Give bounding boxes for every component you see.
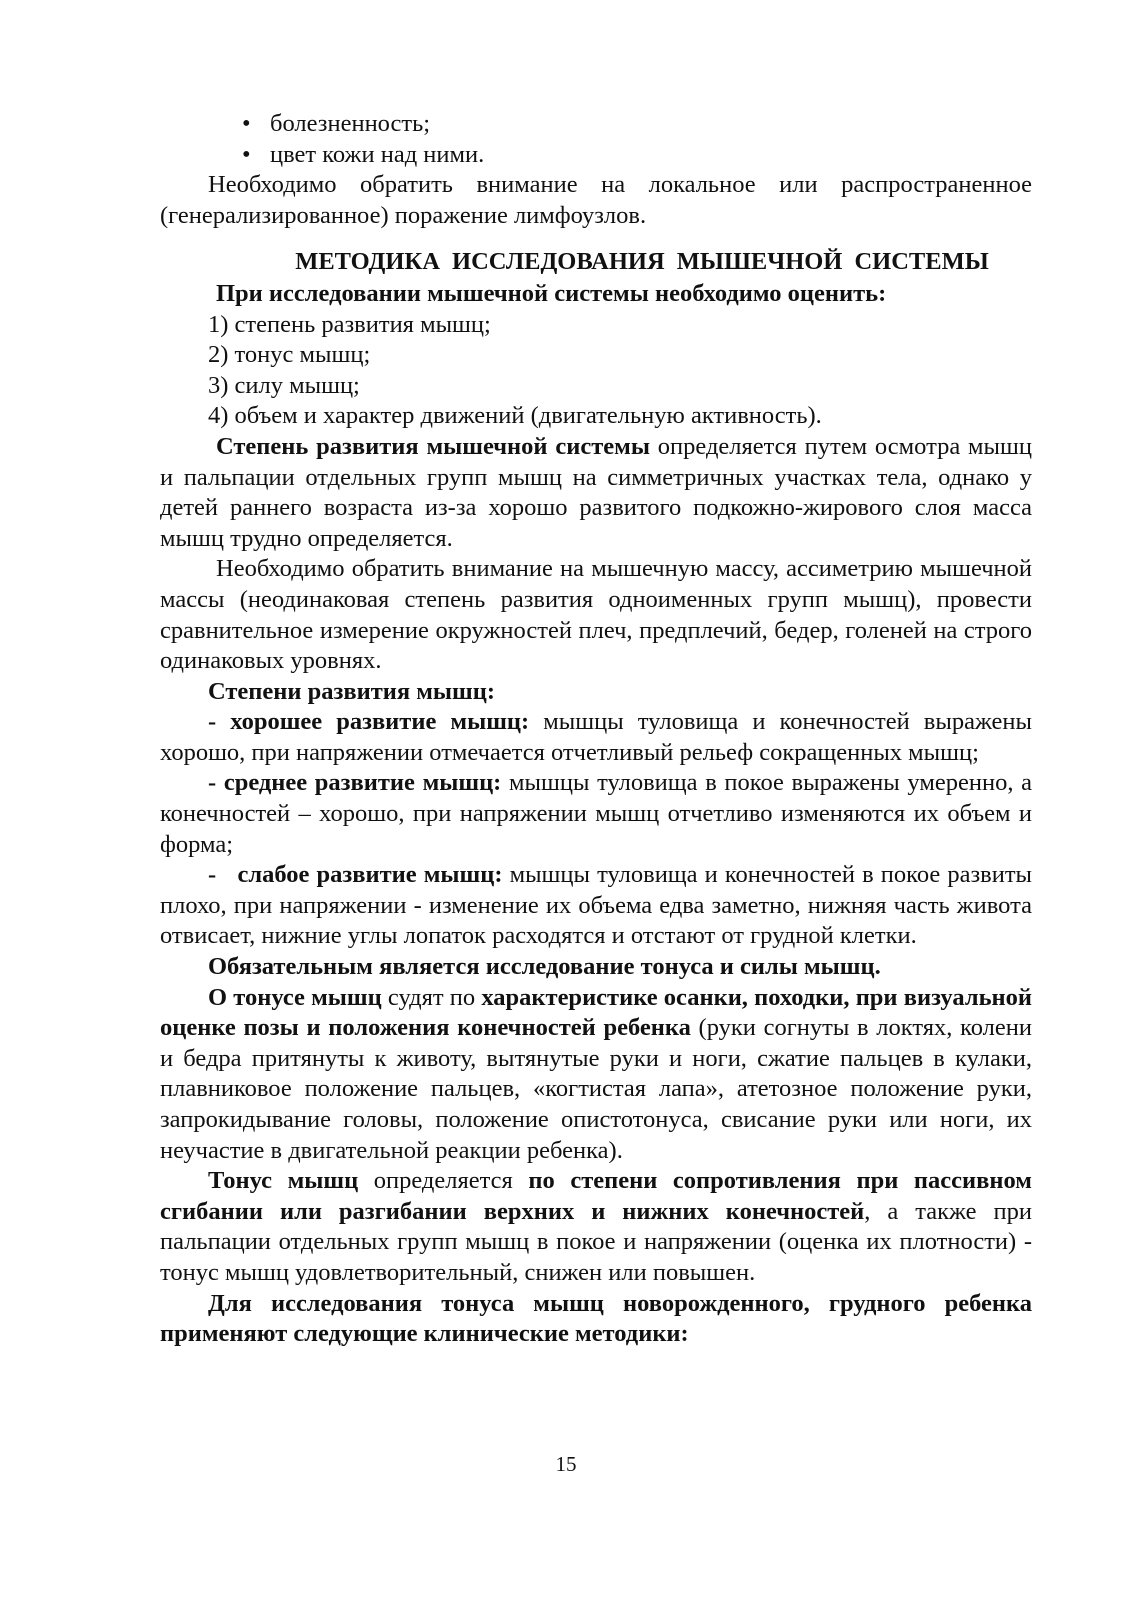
paragraph-tonus-define: Тонус мышц определяется по степени сопротивления при пассивном сгибании или разгибании верхних и нижних конечностей, а также при пальпации отдельных групп мышц в покое и напряжении (оценка их плотности) - тонус мышц удовлетворительный, снижен или повышен.	[160, 1167, 1032, 1286]
degrees-heading: Степени развития мышц:	[208, 677, 496, 705]
list-item: • цвет кожи над ними.	[242, 140, 1032, 171]
list-item: 2) тонус мышц;	[208, 341, 371, 369]
page-number: 15	[555, 1452, 577, 1476]
list-item: 1) степень развития мышц;	[208, 310, 491, 338]
term-bold: Тонус мышц	[208, 1167, 359, 1195]
term-bold: по степени сопротивления при пассивном сгибании или разгибании верхних и нижних конечностей	[160, 1167, 1032, 1225]
term-bold: - слабое развитие мышц:	[208, 861, 503, 889]
section-title: МЕТОДИКА ИССЛЕДОВАНИЯ МЫШЕЧНОЙ СИСТЕМЫ	[295, 248, 989, 276]
list-item: 4) объем и характер движений (двигательную активность).	[208, 402, 822, 430]
term-bold: Степень развития мышечной системы	[216, 432, 650, 460]
bullet-icon: •	[242, 110, 251, 137]
list-item: 3) силу мышц;	[208, 371, 360, 399]
list-item: • болезненность;	[242, 109, 1032, 140]
term-bold: - хорошее развитие мышц:	[208, 708, 530, 736]
bullet-icon: •	[242, 140, 251, 168]
intro-paragraph: Необходимо обратить внимание на локальное или распространенное (генерализированное) поражение лимфоузлов.	[160, 171, 1032, 229]
paragraph-tonus-judge: О тонусе мышц судят по характеристике осанки, походки, при визуальной оценке позы и положения конечностей ребенка (руки согнуты в локтях, колени и бедра притянуты к животу, вытянутые руки и ноги, сжатие пальцев в кулаки, плавниковое положение пальцев, «когтистая лапа», атетозное положение руки, запрокидывание головы, положение опистотонуса, свисание руки или ноги, их неучастие в двигательной реакции ребенка).	[160, 983, 1033, 1164]
bullet-list	[160, 109, 1032, 170]
degree-weak: - слабое развитие мышц: мышцы туловища и конечностей в покое развиты плохо, при напряжении - изменение их объема едва заметно, нижняя часть живота отвисает, нижние углы лопаток расходятся и отстают от грудной клетки.	[160, 861, 1032, 950]
mandatory-statement: Обязательным является исследование тонуса и силы мышц.	[208, 953, 881, 981]
assess-list	[160, 310, 1032, 432]
term-bold: характеристике осанки, походки, при визуальной оценке позы и положения конечностей ребенка	[160, 983, 1033, 1042]
paragraph-attention: Необходимо обратить внимание на мышечную массу, ассиметрию мышечной массы (неодинаковая степень развития одноименных групп мышц), провести сравнительное измерение окружностей плеч, предплечий, бедер, голеней на строго одинаковых уровнях.	[160, 555, 1032, 675]
page-content	[160, 109, 1032, 1350]
paragraph-newborn: Для исследования тонуса мышц новорожденного, грудного ребенка применяют следующие клинические методики:	[160, 1289, 1032, 1348]
term-bold: О тонусе мышц	[208, 983, 382, 1011]
term-bold: - среднее развитие мышц:	[208, 769, 502, 797]
assess-heading: При исследовании мышечной системы необходимо оценить:	[216, 279, 887, 307]
degree-good: - хорошее развитие мышц: мышцы туловища и конечностей выражены хорошо, при напряжении отмечается отчетливый рельеф сокращенных мышц;	[160, 708, 1032, 766]
paragraph-degree: Степень развития мышечной системы определяется путем осмотра мышц и пальпации отдельных групп мышц на симметричных участках тела, однако у детей раннего возраста из-за хорошо развитого подкожно-жирового слоя масса мышц трудно определяется.	[160, 432, 1032, 552]
degree-medium: - среднее развитие мышц: мышцы туловища в покое выражены умеренно, а конечностей – хорошо, при напряжении мышц отчетливо изменяются их объем и форма;	[160, 769, 1032, 858]
